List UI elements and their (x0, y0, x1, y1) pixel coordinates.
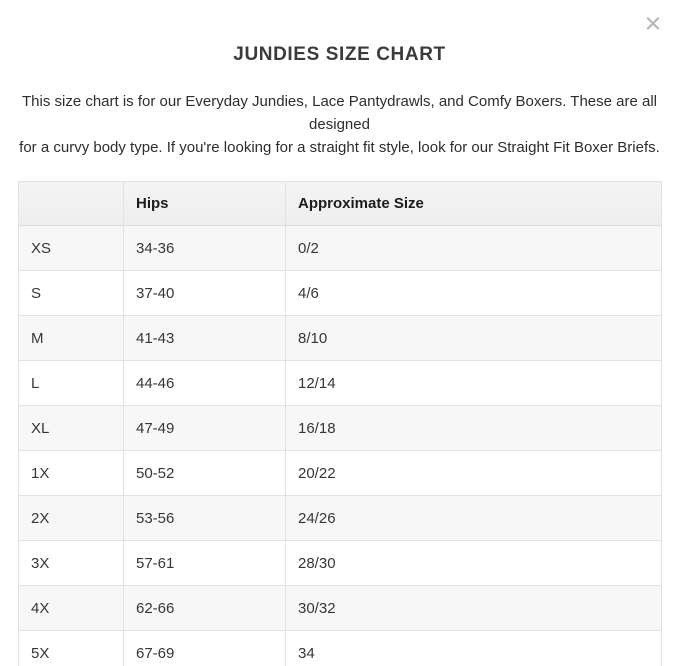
size-cell: M (19, 316, 124, 361)
approx-size-cell: 28/30 (286, 541, 662, 586)
page-title: JUNDIES SIZE CHART (233, 44, 446, 65)
hips-cell: 34-36 (124, 226, 286, 271)
intro-line: for a curvy body type. If you're looking for a straight fit style, look for our Straight Fit Boxer Briefs. (19, 139, 660, 156)
table-row (19, 226, 662, 271)
approx-size-cell: 12/14 (286, 361, 662, 406)
hips-cell: 62-66 (124, 586, 286, 631)
hips-cell: 37-40 (124, 271, 286, 316)
size-cell: 2X (19, 496, 124, 541)
table-row (19, 271, 662, 316)
size-cell: S (19, 271, 124, 316)
close-button[interactable] (637, 8, 669, 40)
table-header-row (19, 182, 662, 226)
table-row (19, 316, 662, 361)
size-cell: XS (19, 226, 124, 271)
table-row (19, 361, 662, 406)
hips-cell: 50-52 (124, 451, 286, 496)
close-icon: × (644, 8, 662, 40)
table-row (19, 451, 662, 496)
approx-size-cell: 34 (286, 631, 662, 666)
size-cell: L (19, 361, 124, 406)
approx-size-cell: 20/22 (286, 451, 662, 496)
hips-cell: 41-43 (124, 316, 286, 361)
size-cell: 5X (19, 631, 124, 666)
size-cell: 4X (19, 586, 124, 631)
approx-size-cell: 8/10 (286, 316, 662, 361)
table-row (19, 541, 662, 586)
size-chart-table (18, 181, 662, 666)
size-cell: 3X (19, 541, 124, 586)
hips-cell: 47-49 (124, 406, 286, 451)
approx-size-cell: 30/32 (286, 586, 662, 631)
hips-cell: 53-56 (124, 496, 286, 541)
column-header-blank (19, 182, 124, 226)
table-row (19, 631, 662, 666)
intro-line: This size chart is for our Everyday Jundies, Lace Pantydrawls, and Comfy Boxers. These are all designed (21, 93, 657, 133)
hips-cell: 44-46 (124, 361, 286, 406)
table-row (19, 496, 662, 541)
table-row (19, 406, 662, 451)
approx-size-cell: 4/6 (286, 271, 662, 316)
column-header-hips: Hips (124, 182, 286, 226)
size-cell: 1X (19, 451, 124, 496)
hips-cell: 57-61 (124, 541, 286, 586)
approx-size-cell: 0/2 (286, 226, 662, 271)
approx-size-cell: 16/18 (286, 406, 662, 451)
table-row (19, 586, 662, 631)
size-cell: XL (19, 406, 124, 451)
intro-text (0, 90, 679, 159)
approx-size-cell: 24/26 (286, 496, 662, 541)
column-header-approx-size: Approximate Size (286, 182, 662, 226)
hips-cell: 67-69 (124, 631, 286, 666)
